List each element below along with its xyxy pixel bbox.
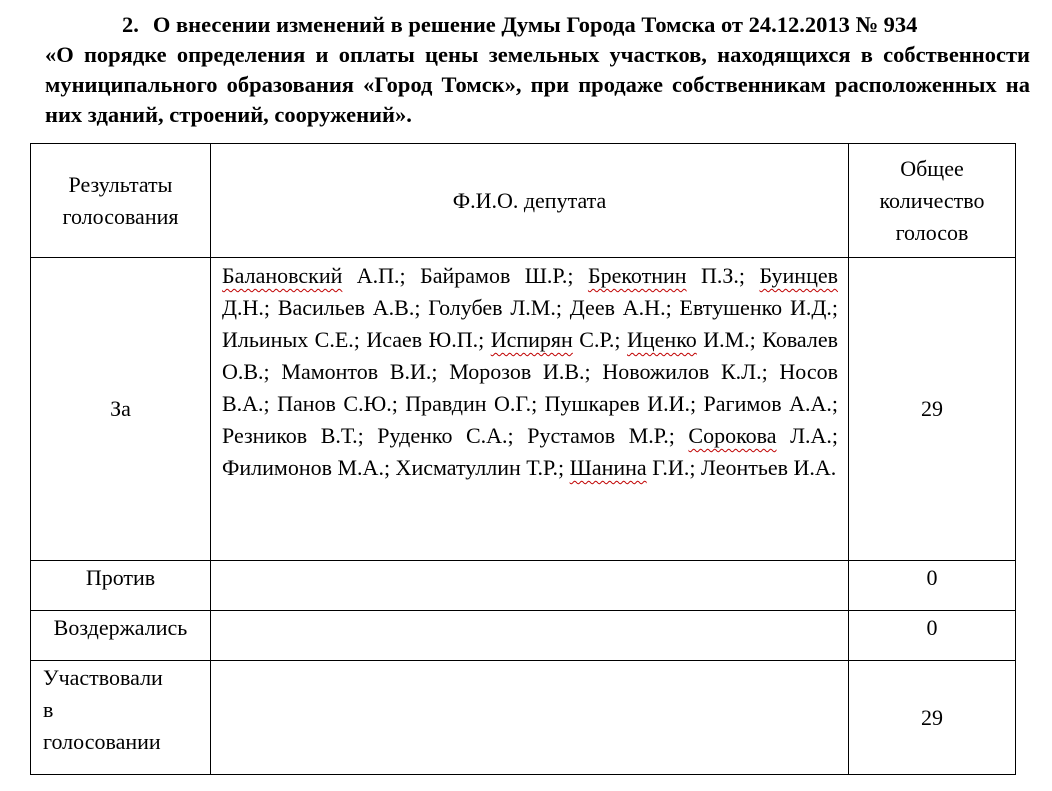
table-header-row xyxy=(31,144,1016,258)
names-text: Г.И.; Леонтьев И.А. xyxy=(646,455,837,480)
row-label-za: За xyxy=(31,258,211,561)
misspelled-surname: Шанина xyxy=(569,455,647,480)
resolution-heading xyxy=(45,10,1030,130)
label-line: голосовании xyxy=(43,729,161,754)
row-label-uchastvovali xyxy=(31,661,211,775)
voting-results-table xyxy=(30,143,1016,775)
row-total-protiv: 0 xyxy=(849,561,1016,611)
row-names-uchastvovali xyxy=(211,661,849,775)
names-text: П.З.; xyxy=(686,263,760,288)
row-label-vozderzhalis: Воздержались xyxy=(31,611,211,661)
header-results: Результаты голосования xyxy=(31,144,211,258)
table-row-za xyxy=(31,258,1016,561)
names-text: Л.А.; Филимонов М.А.; Хисматуллин Т.Р.; xyxy=(222,423,838,480)
deputies-names-list xyxy=(211,258,849,561)
row-names-protiv xyxy=(211,561,849,611)
misspelled-surname: Сорокова xyxy=(688,423,777,448)
item-number: 2. xyxy=(122,12,139,37)
row-total-za: 29 xyxy=(849,258,1016,561)
table-row-vozderzhalis xyxy=(31,611,1016,661)
row-total-uchastvovali: 29 xyxy=(849,661,1016,775)
heading-title-rest: «О порядке определения и оплаты цены земельных участков, находящихся в собственности муниципального образования «Город Томск», при продаже собственникам расположенных на них зданий, строений, сооружений». xyxy=(45,42,1030,127)
heading-first-line xyxy=(45,10,1030,40)
row-names-vozderzhalis xyxy=(211,611,849,661)
names-text: А.П.; Байрамов Ш.Р.; xyxy=(342,263,588,288)
names-text: И.М.; Ковалев О.В.; Мамонтов В.И.; Морозов И.В.; Новожилов К.Л.; Носов В.А.; Панов С.Ю.; Правдин О.Г.; Пушкарев И.И.; Рагимов А.А.; Резников В.Т.; Руденко С.А.; Рустамов М.Р.; xyxy=(222,327,839,448)
label-line: Участвовали xyxy=(43,665,163,690)
names-text: Д.Н.; Васильев А.В.; Голубев Л.М.; Деев А.Н.; Евтушенко И.Д.; Ильиных С.Е.; Исаев Ю.П.; xyxy=(222,295,838,352)
label-line: в xyxy=(43,697,54,722)
table-row-protiv xyxy=(31,561,1016,611)
names-text: С.Р.; xyxy=(572,327,627,352)
misspelled-surname: Буинцев xyxy=(759,263,838,288)
misspelled-surname: Испирян xyxy=(490,327,573,352)
misspelled-surname: Балановский xyxy=(222,263,343,288)
heading-title-start: О внесении изменений в решение Думы Города Томска от 24.12.2013 № 934 xyxy=(152,12,918,37)
table-row-uchastvovali xyxy=(31,661,1016,775)
misspelled-surname: Иценко xyxy=(627,327,697,352)
row-label-protiv: Против xyxy=(31,561,211,611)
header-fio: Ф.И.О. депутата xyxy=(211,144,849,258)
misspelled-surname: Брекотнин xyxy=(587,263,687,288)
row-total-vozderzhalis: 0 xyxy=(849,611,1016,661)
header-total: Общее количество голосов xyxy=(849,144,1016,258)
